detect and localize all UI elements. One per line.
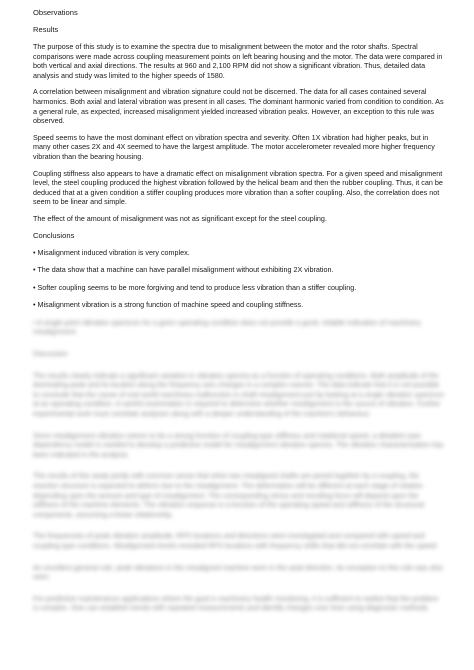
blurred-preview-section [33,318,445,613]
conclusion-bullet: • The data show that a machine can have parallel misalignment without exhibiting 2X vibration. [33,265,334,275]
blurred-heading: Discussion [33,349,68,359]
blurred-paragraph: The frequencies of peak vibration amplitude, RPS locations and directions were investigated and compared with speed and coupling type conditions. Misalignment levels revealed RPS locations with frequency shifts that did not correlate with the speed. [33,531,439,550]
document-body [33,8,445,625]
blurred-paragraph: An excellent general rule, peak vibrations in the misaligned machine were in the axial direction. An exception to this rule was also seen. [33,562,443,582]
results-paragraph-4: Coupling stiffness also appears to have a dramatic effect on misalignment vibration spectra. For a given speed and misalignment level, the steel coupling produced the highest vibration followed by the helical beam and then the rubber coupling. Thus, it can be deduced that at a given condition a stiffer coupling produces more vibration than a softer coupling. Also, the correlation does not seem to be linear and simple. [33,168,443,207]
results-heading: Results [33,25,59,34]
results-paragraph-2: A correlation between misalignment and vibration signature could not be discerned. The data for all cases contained several harmonics. Both axial and lateral vibration was present in all cases. The dominant harmonic varied from condition to condition. As a general rule, as expected, increased misalignment yielded increased vibration peaks. However, an exception to this rule was observed. [33,87,444,126]
results-paragraph-3: Speed seems to have the most dominant effect on vibration spectra and severity. Often 1X vibration had higher peaks, but in many other cases 2X and 4X seemed to have the largest amplitude. The motor accelerometer revealed more higher frequency vibration than the bearing housing. [33,132,435,161]
conclusion-bullet: • Softer coupling seems to be more forgiving and tend to produce less vibration than a stiffer coupling. [33,282,357,292]
blurred-paragraph: The results clearly indicate a significant variation in vibration spectra as a function of operating conditions. Both amplitude of the dominating peak and its location along the frequency axis changes in a complex manner. The data indicate that it is not possible to conclude that the cause of real world machinery malfunction is shaft misalignment just by looking at a single vibration spectrum at an operating condition. A careful examination is required to determine whether misalignment is the source of vibration. Further experimental work must correlate analyses along with a deeper understanding of the machine's behaviour. [33,370,445,419]
conclusion-bullet: • Misalignment vibration is a strong function of machine speed and coupling stiffness. [33,300,304,310]
blurred-paragraph: For predictive maintenance applications where the goal is machinery health monitoring, it is sufficient to realize that the problem is complex. One can establish trends with repeated measurements and identify changes over time using diagnostic methods. [33,593,439,613]
conclusions-heading: Conclusions [33,230,75,240]
observations-heading: Observations [33,8,78,17]
results-paragraph-1: The purpose of this study is to examine the spectra due to misalignment between the motor and the rotor shafts. Spectral comparisons were made across coupling measurement points on left bearing housing and the motor. The data were compared in both vertical and axial directions. The results at 960 and 2,100 RPM did not show a significant vibration. Thus, detailed data analysis and study was limited to the higher speeds of 1580. [33,42,443,80]
results-paragraph-5: The effect of the amount of misalignment was not as significant except for the steel coupling. [33,213,327,223]
conclusion-bullet: • Misalignment induced vibration is very complex. [33,247,190,257]
blurred-paragraph: The results of this study jointly with common sense that when two misaligned shafts are joined together by a coupling, the reaction structure is expected to deform due to the misalignment. The deformation will be different at each stage of rotation depending upon the amount and type of misalignment. The corresponding stress and resulting force will depend upon the stiffness of the machine elements. The vibration response is a function of the operating speed and stiffness of the structural components, assuming a linear relationship. [33,471,425,519]
blurred-paragraph: Since misalignment vibration seems to be a strong function of coupling type stiffness and rotational speed, a detailed case dependency model is needed to develop a predictive model for misalignment vibration spectra. The vibration characterization has been indicated in the analysis. [33,430,444,459]
blurred-bullet: • A single point vibration spectrum for a given operating condition does not provide a good, reliable indication of machinery misalignment. [33,317,421,337]
